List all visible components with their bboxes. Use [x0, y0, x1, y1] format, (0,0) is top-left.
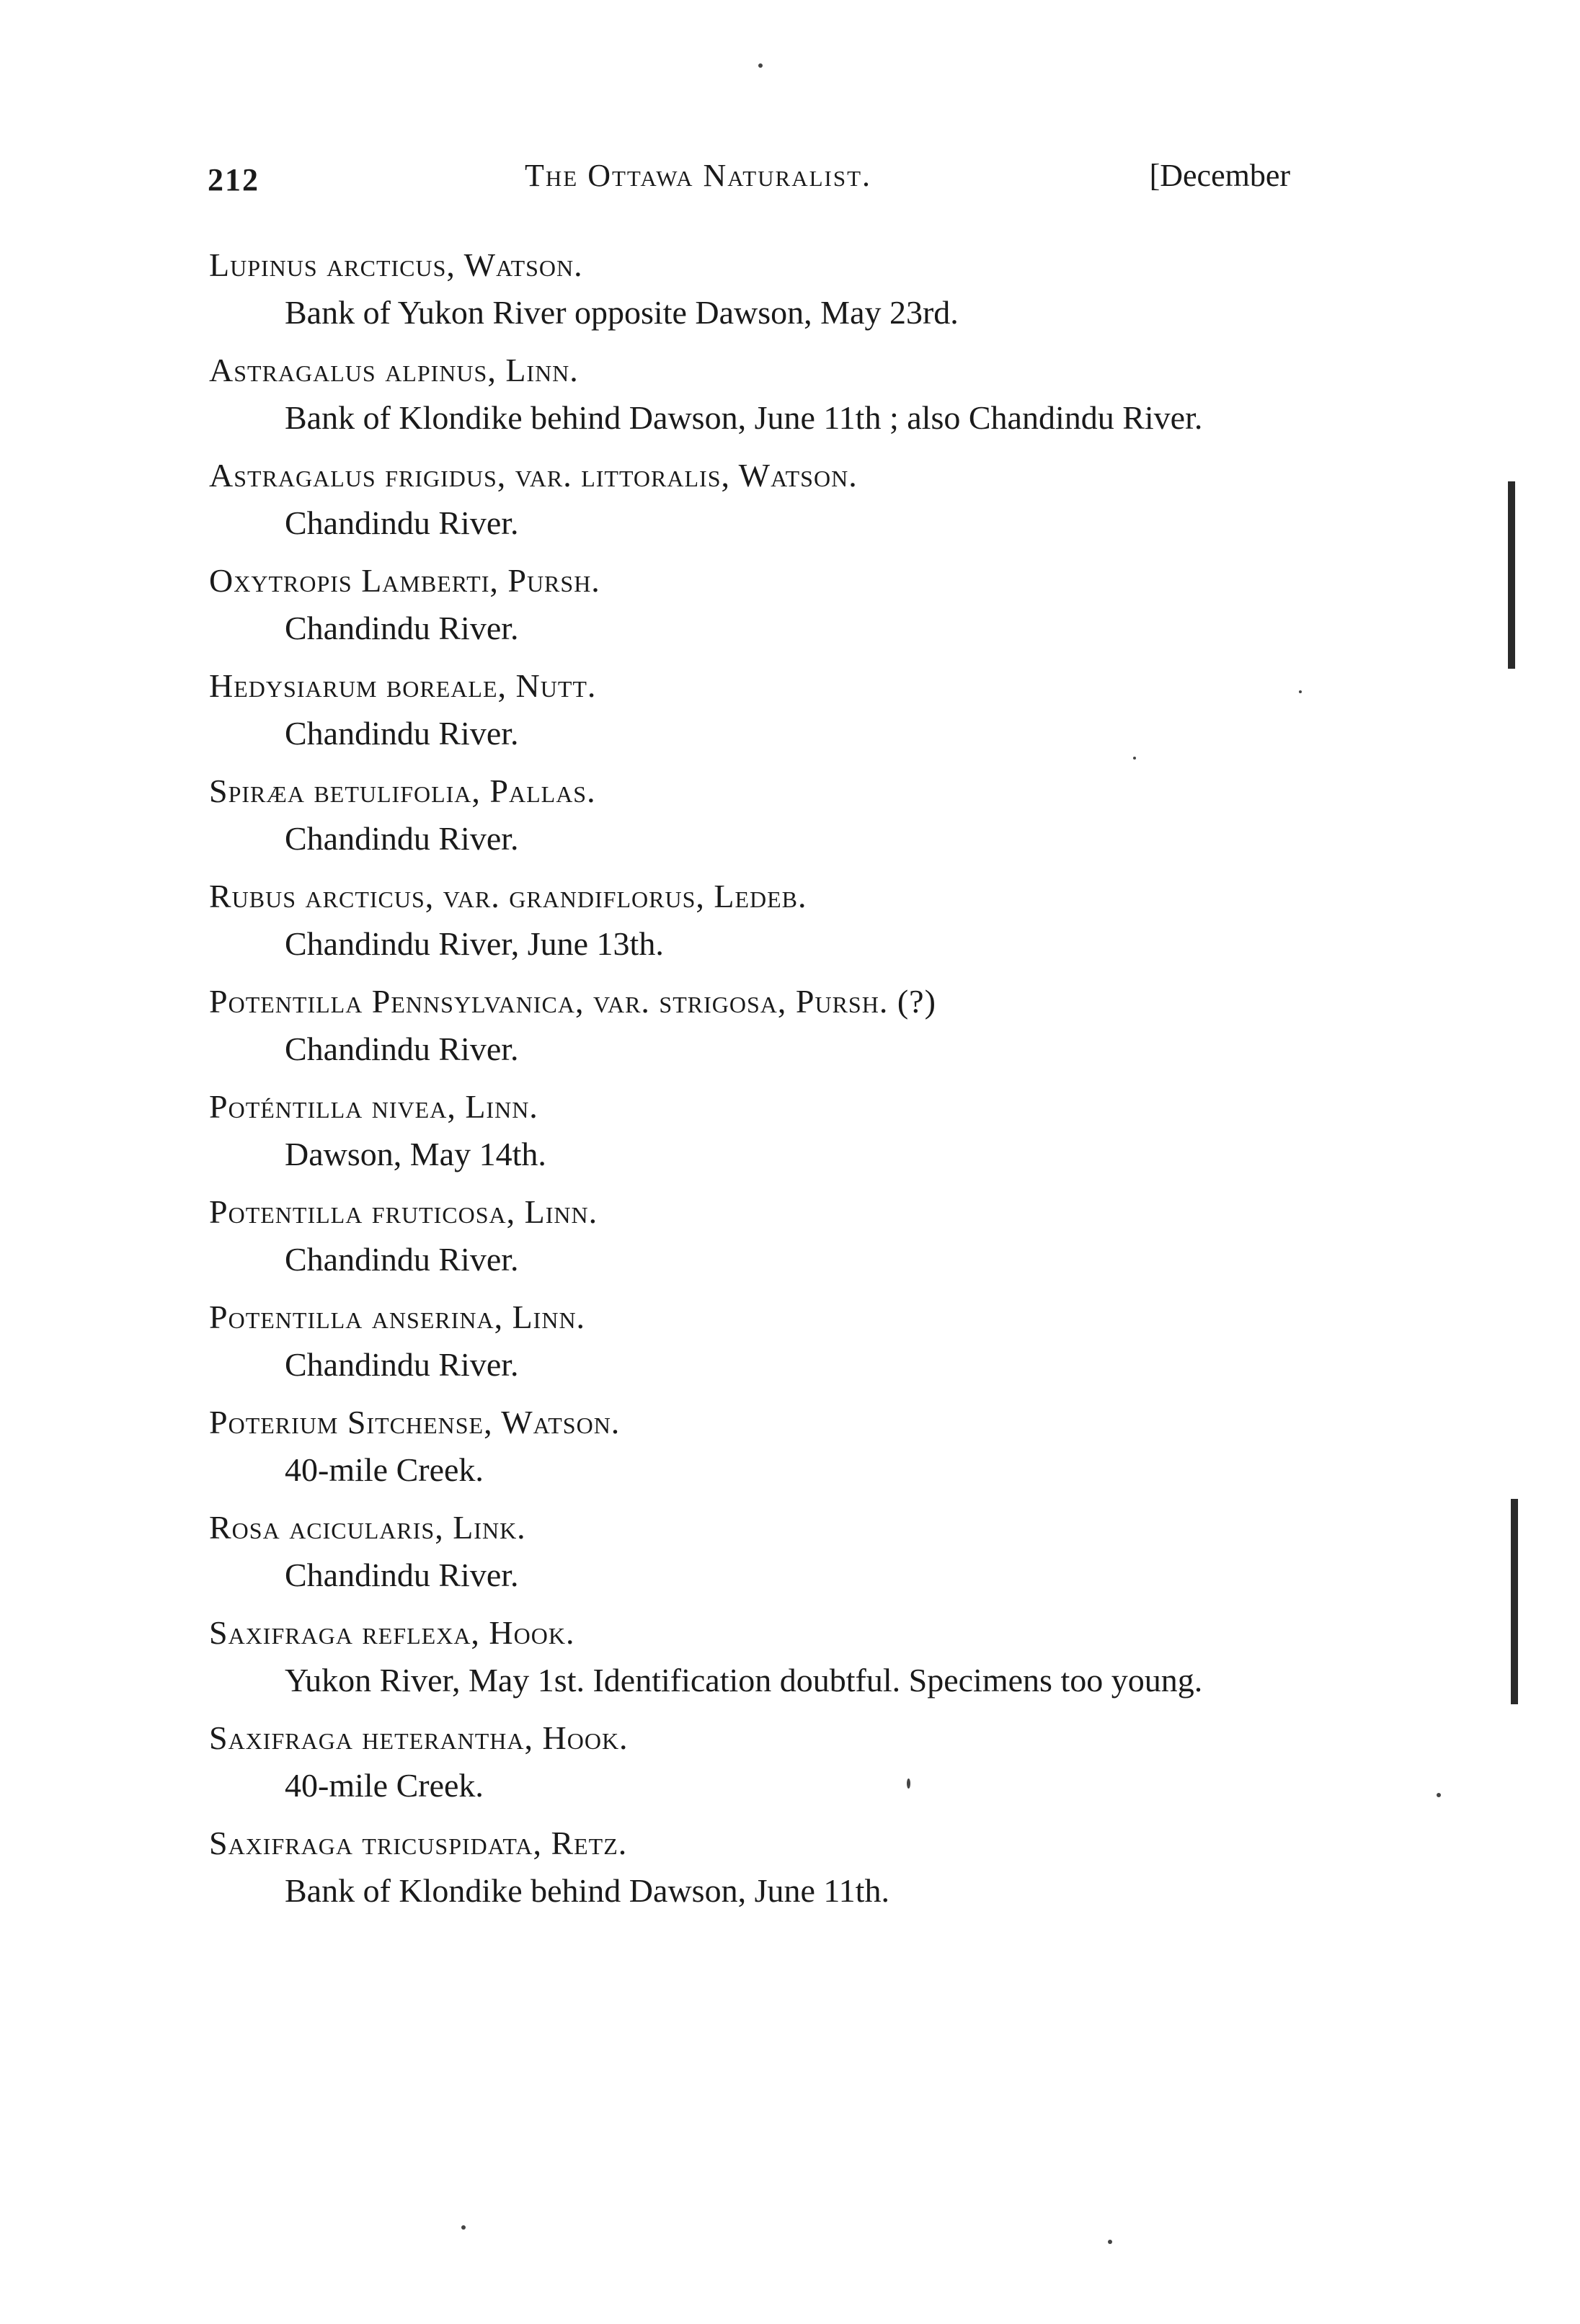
- species-entry: [209, 1820, 1305, 1915]
- species-entry: [209, 1714, 1305, 1809]
- species-name: Hedysiarum boreale, Nutt.: [209, 667, 597, 704]
- species-entry: [209, 1083, 1305, 1178]
- species-location: Chandindu River.: [285, 610, 519, 646]
- species-location: Yukon River, May 1st. Identification doubtful. Specimens too young.: [285, 1662, 1203, 1699]
- species-location: Chandindu River.: [285, 1346, 519, 1383]
- species-location: Bank of Klondike behind Dawson, June 11th.: [285, 1872, 889, 1909]
- species-location: Bank of Klondike behind Dawson, June 11th ; also Chandindu River.: [285, 399, 1203, 436]
- binding-mark: [1508, 481, 1515, 669]
- species-name: Poténtilla nivea, Linn.: [209, 1088, 538, 1125]
- binding-mark: [1511, 1499, 1518, 1704]
- species-name: Oxytropis Lamberti, Pursh.: [209, 562, 600, 599]
- species-location: Dawson, May 14th.: [285, 1136, 546, 1172]
- species-location: Chandindu River.: [285, 715, 519, 752]
- species-name: Astragalus frigidus, var. littoralis, Watson.: [209, 457, 858, 494]
- species-name: Spiræa betulifolia, Pallas.: [209, 773, 596, 809]
- scan-speck: [907, 1778, 910, 1789]
- scan-speck: [1108, 2240, 1112, 2244]
- species-location: 40-mile Creek.: [285, 1767, 484, 1804]
- species-location: Chandindu River.: [285, 1557, 519, 1593]
- species-name: Lupinus arcticus, Watson.: [209, 246, 583, 283]
- species-name: Astragalus alpinus, Linn.: [209, 352, 579, 388]
- scan-speck: [758, 63, 763, 68]
- species-entry: [209, 557, 1305, 652]
- species-location: Chandindu River.: [285, 504, 519, 541]
- species-entry: [209, 1188, 1305, 1283]
- species-list: [209, 241, 1305, 1925]
- species-entry: [209, 873, 1305, 968]
- species-name: Potentilla fruticosa, Linn.: [209, 1193, 598, 1230]
- species-location: Chandindu River.: [285, 820, 519, 857]
- species-entry: [209, 1294, 1305, 1389]
- species-entry: [209, 1609, 1305, 1704]
- species-name: Potentilla anserina, Linn.: [209, 1299, 586, 1335]
- species-name: Poterium Sitchense, Watson.: [209, 1404, 621, 1441]
- species-entry: [209, 1504, 1305, 1599]
- species-location: Chandindu River.: [285, 1241, 519, 1278]
- species-name: Rubus arcticus, var. grandiflorus, Ledeb.: [209, 878, 807, 914]
- species-name: Saxifraga heterantha, Hook.: [209, 1719, 629, 1756]
- species-name: Saxifraga reflexa, Hook.: [209, 1614, 575, 1651]
- species-location: Bank of Yukon River opposite Dawson, May 23rd.: [285, 294, 959, 331]
- species-entry: [209, 1399, 1305, 1494]
- page-number: 212: [208, 162, 259, 197]
- species-name: Rosa acicularis, Link.: [209, 1509, 526, 1546]
- scan-speck: [1299, 690, 1302, 693]
- species-entry: [209, 347, 1305, 442]
- species-name: Saxifraga tricuspidata, Retz.: [209, 1825, 628, 1861]
- species-entry: [209, 978, 1305, 1073]
- journal-title: The Ottawa Naturalist.: [525, 158, 872, 193]
- species-name: Potentilla Pennsylvanica, var. strigosa, Pursh. (?): [209, 983, 936, 1020]
- species-entry: [209, 767, 1305, 863]
- species-location: Chandindu River.: [285, 1030, 519, 1067]
- scan-speck: [1437, 1793, 1441, 1797]
- species-location: 40-mile Creek.: [285, 1451, 484, 1488]
- species-entry: [209, 452, 1305, 547]
- scan-speck: [461, 2225, 466, 2230]
- issue-month: [December: [1149, 158, 1290, 193]
- species-location: Chandindu River, June 13th.: [285, 925, 664, 962]
- species-entry: [209, 241, 1305, 337]
- scan-speck: [1133, 757, 1136, 760]
- species-entry: [209, 662, 1305, 757]
- running-header: [208, 157, 1303, 208]
